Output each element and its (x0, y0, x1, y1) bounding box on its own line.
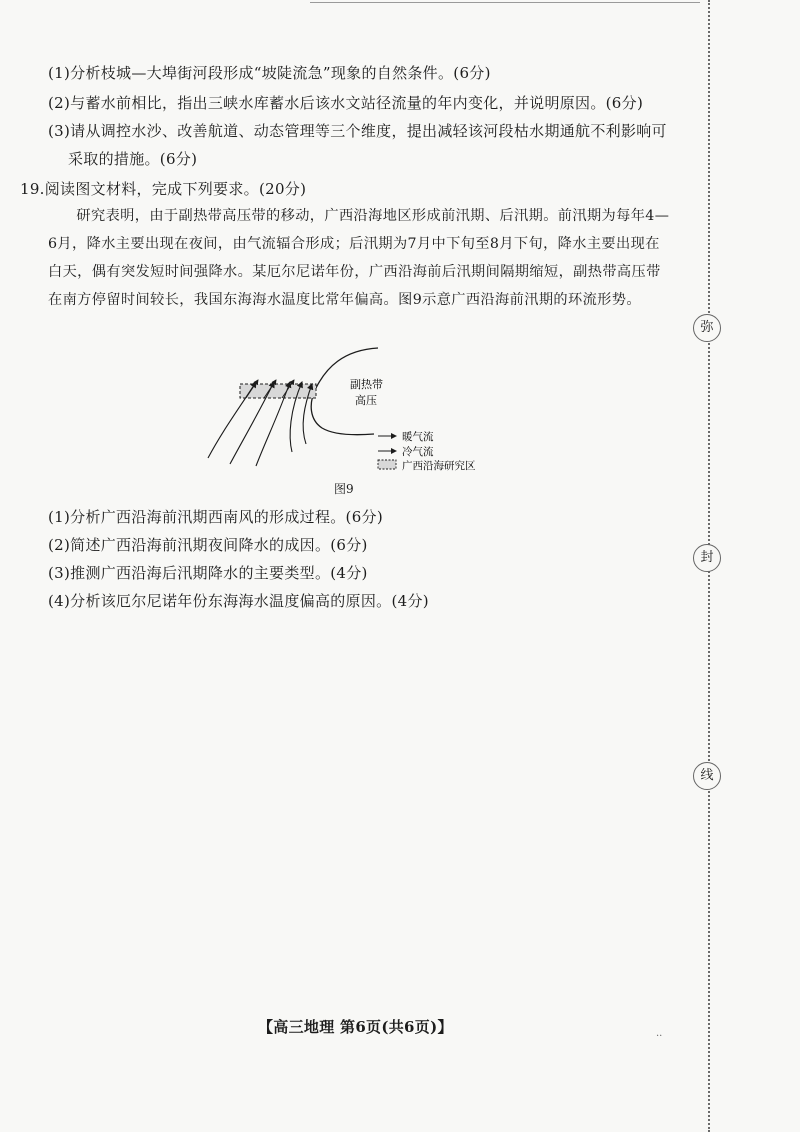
question-19-3: (3)推测广西沿海后汛期降水的主要类型。(4分) (48, 564, 368, 582)
top-rule (310, 2, 700, 3)
question-18-3: (3)请从调控水沙、改善航道、动态管理等三个维度，提出减轻该河段枯水期通航不利影响可 (48, 122, 667, 140)
question-19-4: (4)分析该厄尔尼诺年份东海海水温度偏高的原因。(4分) (48, 592, 429, 610)
page-footer: 【高三地理 第6页(共6页)】 (258, 1018, 453, 1036)
question-18-3-cont: 采取的措施。(6分) (68, 150, 198, 168)
binding-mark-mi: 弥 (693, 314, 721, 342)
study-area-box (240, 384, 316, 398)
legend-warm-label: 暖气流 (402, 431, 434, 443)
question-19-2: (2)简述广西沿海前汛期夜间降水的成因。(6分) (48, 536, 368, 554)
question-19-title: 19.阅读图文材料，完成下列要求。(20分) (20, 180, 307, 198)
figure-9-circulation-diagram (198, 340, 508, 474)
question-19-1: (1)分析广西沿海前汛期西南风的形成过程。(6分) (48, 508, 383, 526)
question-19-material: 研究表明，由于副热带高压带的移动，广西沿海地区形成前汛期、后汛期。前汛期为每年4—6月，降水主要出现在夜间，由气流辐合形成；后汛期为7月中下旬至8月下旬，降水主要出现在白天，偶有突发短时间强降水。某厄尔尼诺年份，广西沿海前后汛期间隔期缩短，副热带高压带在南方停留时间较长，我国东海海水温度比常年偏高。图9示意广西沿海前汛期的环流形势。 (48, 208, 670, 308)
figure-caption: 图9 (334, 482, 354, 496)
legend-area-label: 广西沿海研究区 (402, 460, 476, 472)
question-18-2: (2)与蓄水前相比，指出三峡水库蓄水后该水文站径流量的年内变化，并说明原因。(6分) (48, 94, 644, 112)
question-18-1: (1)分析枝城—大埠街河段形成“坡陡流急”现象的自然条件。(6分) (48, 64, 491, 82)
corner-mark: .. (656, 1028, 663, 1039)
subtropical-high-isobar (311, 348, 378, 435)
binding-mark-xian: 线 (693, 762, 721, 790)
label-high-line2: 高压 (355, 394, 377, 407)
binding-mark-feng: 封 (693, 544, 721, 572)
legend-area-swatch (378, 460, 396, 469)
legend-cold-label: 冷气流 (402, 446, 434, 458)
label-high-line1: 副热带 (350, 378, 383, 391)
